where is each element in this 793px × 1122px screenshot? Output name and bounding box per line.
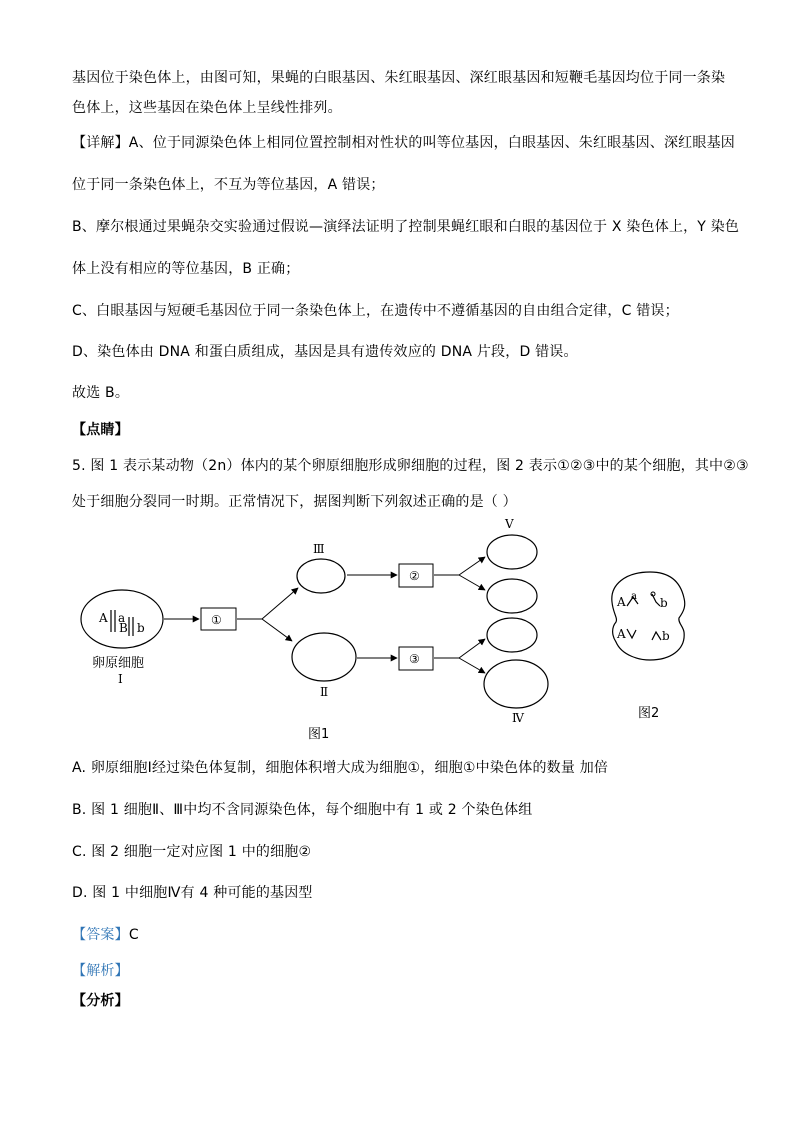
box-1-label: ① <box>211 613 222 627</box>
cell-I-name: 卵原细胞 <box>92 656 145 671</box>
figure-diagram <box>0 510 793 750</box>
question-5-line-2: 处于细胞分裂同一时期。正常情况下，据图判断下列叙述正确的是（ ） <box>72 494 517 510</box>
analysis-label: 【解析】 <box>72 963 129 979</box>
text-line-7: C、白眼基因与短硬毛基因位于同一条染色体上，在遗传中不遵循基因的自由组合定律，C 错误； <box>72 303 679 319</box>
label-II: Ⅱ <box>320 685 329 699</box>
fig2-caption: 图2 <box>638 706 660 721</box>
gene-b: b <box>137 621 145 635</box>
text-line-3: 【详解】A、位于同源染色体上相同位置控制相对性状的叫等位基因，白眼基因、朱红眼基因、深红眼基因 <box>72 135 735 151</box>
gene-a: a <box>118 611 126 625</box>
answer-value: C <box>128 927 139 943</box>
label-III: Ⅲ <box>313 542 325 556</box>
cell-IV <box>484 660 548 708</box>
text-line-9: 故选 B。 <box>72 385 130 401</box>
gene-A: A <box>99 611 108 625</box>
question-5-line-1: 5. 图 1 表示某动物（2n）体内的某个卵原细胞形成卵细胞的过程，图 2 表示①②③中的某个细胞，其中②③ <box>72 458 749 474</box>
text-line-2: 色体上，这些基因在染色体上呈线性排列。 <box>72 100 342 116</box>
cell-polar-2 <box>487 618 537 652</box>
fig2-gene-b2: b <box>662 629 670 643</box>
cell-II <box>292 633 356 681</box>
option-C: C. 图 2 细胞一定对应图 1 中的细胞② <box>72 844 312 860</box>
fig2-gene-a1: a <box>631 591 637 602</box>
text-line-5: B、摩尔根通过果蝇杂交实验通过假说—演绎法证明了控制果蝇红眼和白眼的基因位于 X 染色体上，Y 染色 <box>72 219 740 235</box>
fig2-gene-b1: b <box>660 596 668 610</box>
text-line-1: 基因位于染色体上，由图可知，果蝇的白眼基因、朱红眼基因、深红眼基因和短鞭毛基因均位于同一条染 <box>72 70 726 86</box>
gene-B: B <box>119 621 128 635</box>
box-3-label: ③ <box>409 652 420 666</box>
option-D: D. 图 1 中细胞Ⅳ有 4 种可能的基因型 <box>72 885 313 901</box>
text-line-8: D、染色体由 DNA 和蛋白质组成，基因是具有遗传效应的 DNA 片段，D 错误。 <box>72 344 578 360</box>
text-line-4: 位于同一条染色体上，不互为等位基因，A 错误； <box>72 177 385 193</box>
cell-III <box>297 559 345 593</box>
answer-line <box>72 925 139 945</box>
option-B: B. 图 1 细胞Ⅱ、Ⅲ中均不含同源染色体，每个细胞中有 1 或 2 个染色体组 <box>72 802 533 818</box>
fig1-caption: 图1 <box>308 727 330 742</box>
answer-label: 【答案】 <box>72 927 129 943</box>
box-2-label: ② <box>409 569 420 583</box>
cell-V <box>487 535 537 569</box>
label-IV: Ⅳ <box>512 711 524 725</box>
option-A: A. 卵原细胞Ⅰ经过染色体复制，细胞体积增大成为细胞①，细胞①中染色体的数量 加倍 <box>72 760 609 776</box>
dianjing-heading: 【点睛】 <box>72 422 129 438</box>
text-line-6: 体上没有相应的等位基因，B 正确； <box>72 261 300 277</box>
fig2-gene-A1: A <box>617 595 626 609</box>
label-V: Ⅴ <box>505 517 514 531</box>
fenxi-label: 【分析】 <box>72 993 129 1009</box>
cell-I-numeral: Ⅰ <box>118 672 123 686</box>
cell-polar-1 <box>487 579 537 613</box>
fig2-gene-A2: A <box>617 627 626 641</box>
fig2-cell <box>612 572 685 660</box>
